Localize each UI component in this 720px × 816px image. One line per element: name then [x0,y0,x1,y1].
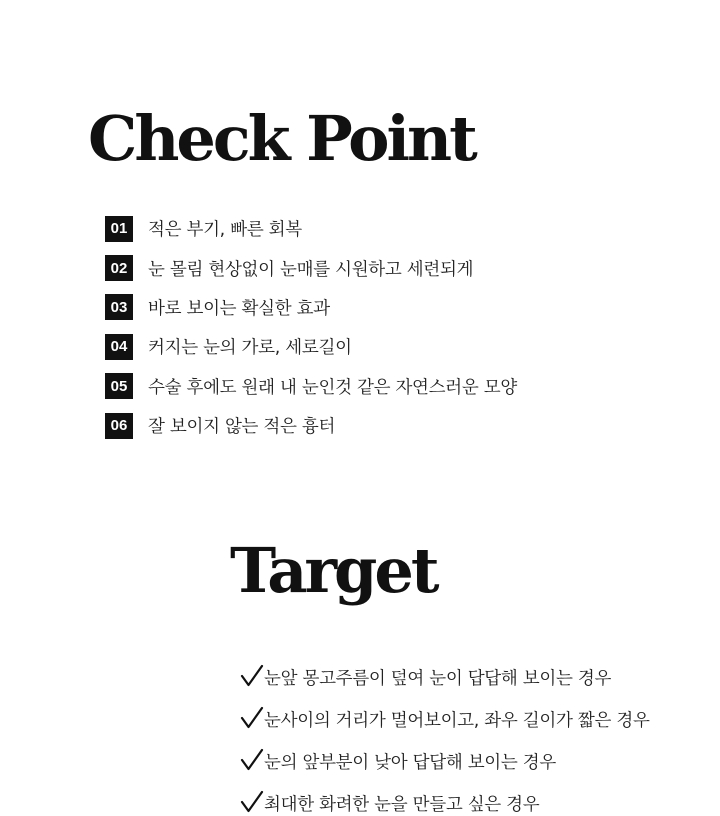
checkpoint-item [105,209,517,248]
target-item [240,774,650,816]
checkmark-icon [240,664,264,688]
checkpoint-item [105,367,517,406]
target-item-text: 눈사이의 거리가 멀어보이고, 좌우 길이가 짧은 경우 [264,711,650,731]
checkmark-icon [240,748,264,772]
checkpoint-item [105,406,517,445]
number-badge: 02 [105,255,133,281]
target-item [240,690,650,732]
checkpoint-list [105,209,517,445]
checkpoint-item [105,248,517,287]
checkpoint-title: Check Point [88,102,475,175]
checkpoint-item-text: 적은 부기, 빠른 회복 [148,220,302,241]
checkmark-icon [240,790,264,814]
target-list [240,648,650,816]
number-badge: 03 [105,294,133,320]
target-title: Target [230,534,437,607]
target-item-text: 눈앞 몽고주름이 덮여 눈이 답답해 보이는 경우 [264,669,612,689]
target-item [240,732,650,774]
number-badge: 01 [105,216,133,242]
checkpoint-item-text: 눈 몰림 현상없이 눈매를 시원하고 세련되게 [148,259,474,280]
number-badge: 04 [105,334,133,360]
checkpoint-item-text: 커지는 눈의 가로, 세로길이 [148,338,352,359]
checkpoint-item-text: 바로 보이는 확실한 효과 [148,298,330,319]
checkpoint-item-text: 잘 보이지 않는 적은 흉터 [148,417,336,438]
checkpoint-item [105,288,517,327]
target-item-text: 눈의 앞부분이 낮아 답답해 보이는 경우 [264,753,556,773]
checkpoint-item [105,327,517,366]
target-item-text: 최대한 화려한 눈을 만들고 싶은 경우 [264,795,540,815]
checkpoint-item-text: 수술 후에도 원래 내 눈인것 같은 자연스러운 모양 [148,377,517,398]
number-badge: 05 [105,373,133,399]
number-badge: 06 [105,413,133,439]
target-item [240,648,650,690]
checkmark-icon [240,706,264,730]
